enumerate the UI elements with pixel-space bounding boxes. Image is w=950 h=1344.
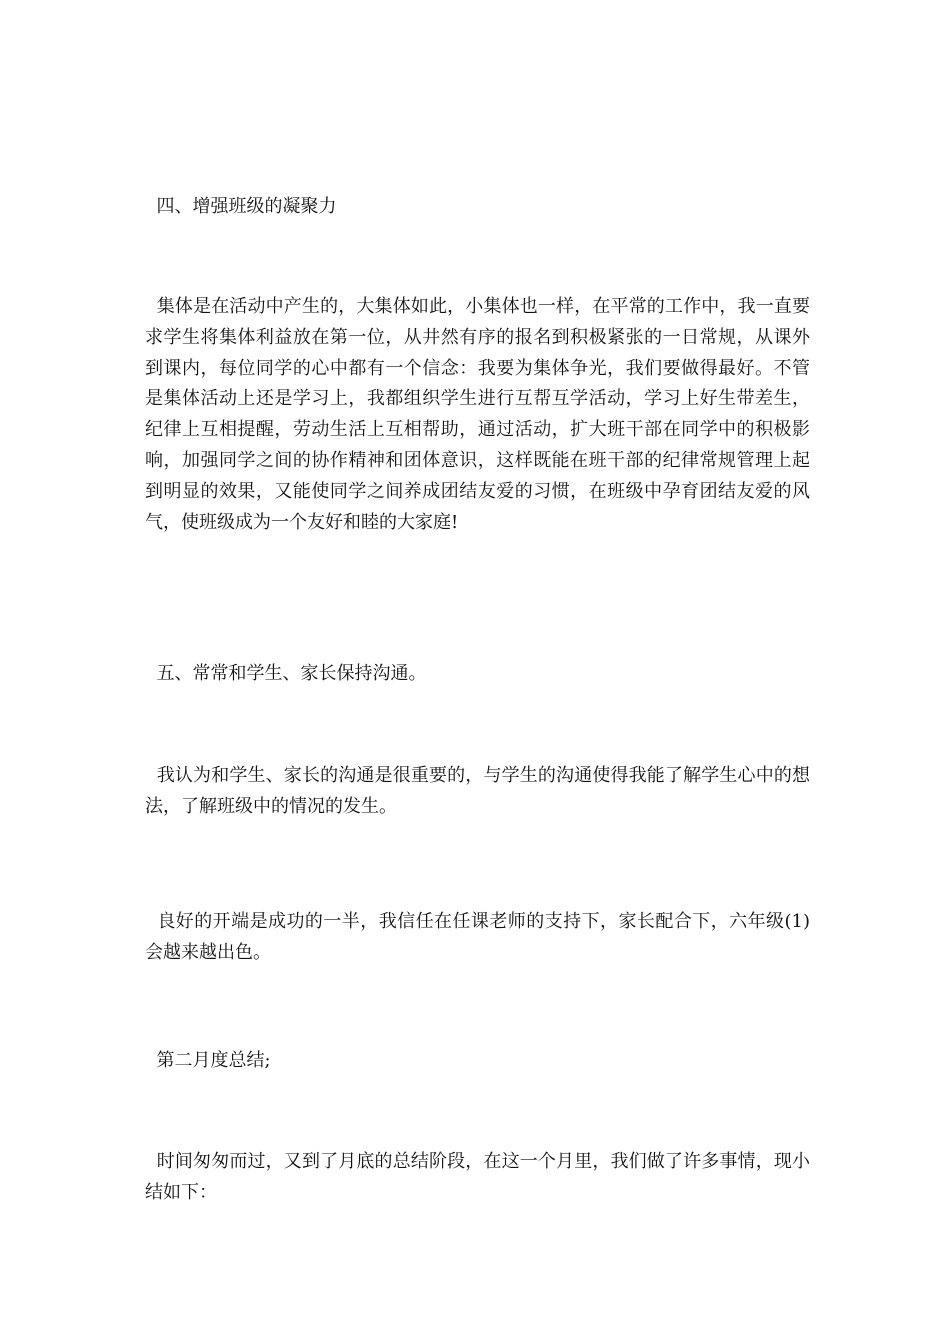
section-heading-cohesion: 四、增强班级的凝聚力 — [145, 196, 337, 217]
section-heading-second-month-summary: 第二月度总结; — [145, 1050, 271, 1071]
paragraph-communication: 我认为和学生、家长的沟通是很重要的，与学生的沟通使得我能了解学生心中的想法，了解班级中的情况的发生。 — [145, 765, 810, 817]
paragraph-month-summary-intro: 时间匆匆而过，又到了月底的总结阶段，在这一个月里，我们做了许多事情，现小结如下： — [145, 1151, 810, 1203]
section-heading-communication: 五、常常和学生、家长保持沟通。 — [145, 663, 427, 684]
paragraph-good-start: 良好的开端是成功的一半，我信任在任课老师的支持下，家长配合下，六年级(1)会越来越出色。 — [145, 911, 810, 963]
paragraph-collective-activities: 集体是在活动中产生的，大集体如此，小集体也一样，在平常的工作中，我一直要求学生将集体利益放在第一位，从井然有序的报名到积极紧张的一日常规，从课外到课内，每位同学的心中都有一个信念：我要为集体争光，我们要做得最好。不管是集体活动上还是学习上，我都组织学生进行互帮互学活动，学习上好生带差生，纪律上互相提醒，劳动生活上互相帮助，通过活动，扩大班干部在同学中的积极影响，加强同学之间的协作精神和团体意识，这样既能在班干部的纪律常规管理上起到明显的效果，又能使同学之间养成团结友爱的习惯，在班级中孕育团结友爱的风气，使班级成为一个友好和睦的大家庭! — [145, 296, 810, 533]
